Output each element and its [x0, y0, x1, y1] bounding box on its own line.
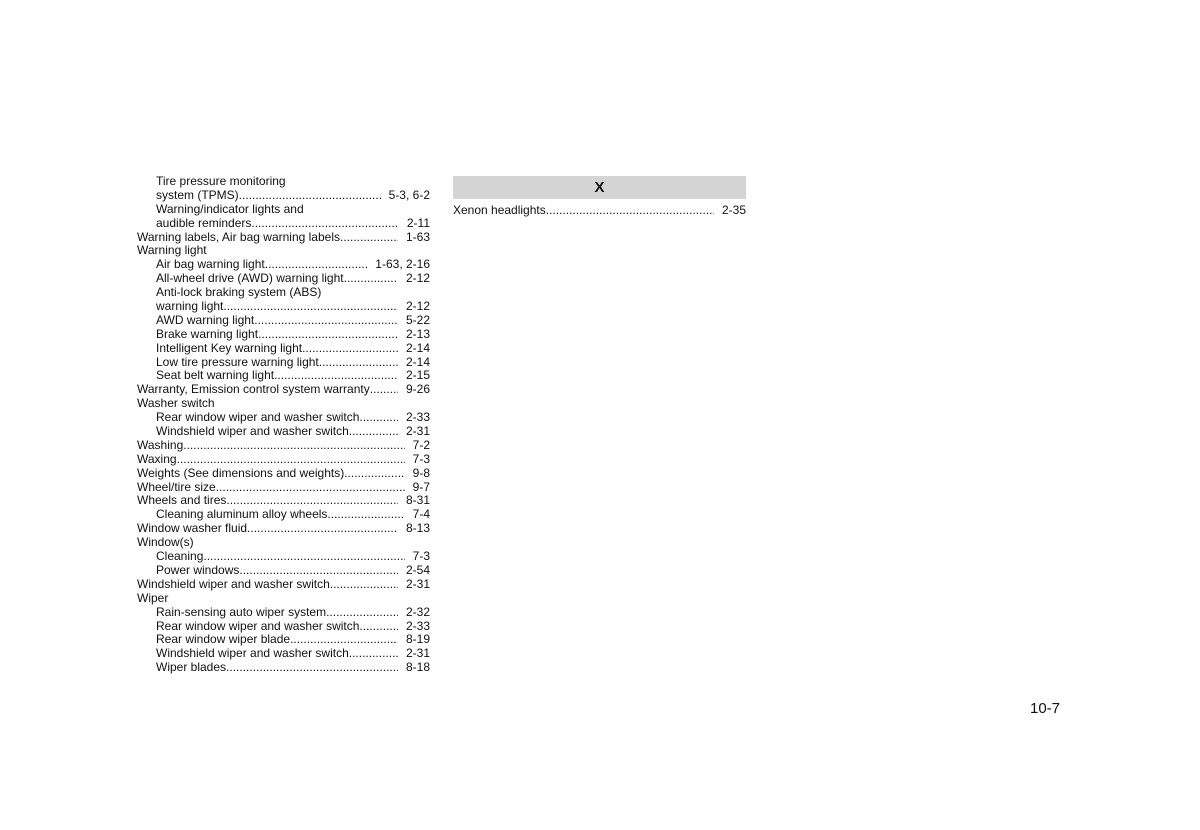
index-entry-term: Windshield wiper and washer switch	[137, 576, 330, 591]
index-entry	[137, 508, 430, 522]
index-entry-page: 2-12	[405, 271, 430, 286]
index-entry	[137, 453, 430, 467]
dot-leader	[258, 328, 398, 342]
index-entry	[137, 425, 430, 439]
index-entry-term: Cleaning aluminum alloy wheels	[156, 507, 328, 522]
index-entry	[137, 467, 430, 481]
index-entry-term: Window washer fluid	[137, 521, 248, 536]
index-entry	[137, 481, 430, 495]
index-entry	[137, 369, 430, 383]
index-entry	[137, 397, 430, 411]
index-entry-page: 2-14	[405, 354, 430, 369]
index-entry-term: Wheels and tires	[137, 493, 227, 508]
index-column-right	[453, 176, 746, 218]
index-entry-page: 9-8	[412, 465, 430, 480]
index-entry	[137, 328, 430, 342]
index-entry	[137, 286, 430, 300]
dot-leader	[359, 620, 398, 634]
index-entry-term: Seat belt warning light	[156, 368, 275, 383]
index-entry-term: Rear window wiper blade	[156, 632, 291, 647]
index-entry-term: Warranty, Emission control system warranty	[137, 382, 370, 397]
index-entry-page: 2-31	[405, 646, 430, 661]
index-entry-term: Cleaning	[156, 549, 204, 564]
dot-leader	[251, 217, 398, 231]
index-entry-term: Warning light	[137, 243, 207, 258]
index-entry	[137, 342, 430, 356]
index-entry	[137, 633, 430, 647]
index-entry-term: system (TPMS)	[156, 187, 239, 202]
index-entry-page: 2-13	[405, 326, 430, 341]
index-column-left	[137, 175, 430, 675]
index-entry-page: 1-63	[405, 229, 430, 244]
dot-leader	[247, 522, 398, 536]
dot-leader	[349, 647, 398, 661]
index-entry-term: Washing	[137, 437, 184, 452]
index-entry	[137, 620, 430, 634]
index-entry-page: 7-3	[412, 451, 430, 466]
index-entry	[137, 578, 430, 592]
index-entry-page: 7-4	[412, 507, 430, 522]
index-entry-page: 7-2	[412, 437, 430, 452]
index-entry	[137, 550, 430, 564]
dot-leader	[340, 231, 398, 245]
index-entry	[137, 189, 430, 203]
index-entry-page: 9-7	[412, 479, 430, 494]
index-entry	[137, 439, 430, 453]
index-entry-term: Anti-lock braking system (ABS)	[156, 285, 322, 300]
index-entry-term: Wiper blades	[156, 660, 227, 675]
index-entry	[137, 536, 430, 550]
index-entry	[137, 661, 430, 675]
dot-leader	[274, 369, 398, 383]
index-entry-term: Washer switch	[137, 396, 215, 411]
index-entry	[137, 231, 430, 245]
dot-leader	[349, 425, 398, 439]
index-entry-page: 2-32	[405, 604, 430, 619]
index-entry-page: 2-31	[405, 424, 430, 439]
index-entry-page: 2-31	[405, 576, 430, 591]
index-entry	[137, 356, 430, 370]
dot-leader	[223, 300, 398, 314]
index-entry-term: Intelligent Key warning light	[156, 340, 303, 355]
index-entry-term: Brake warning light	[156, 326, 259, 341]
dot-leader	[344, 467, 404, 481]
index-entry-page: 2-12	[405, 299, 430, 314]
index-entry-page: 2-35	[721, 203, 746, 217]
index-entry-term: Power windows	[156, 562, 240, 577]
dot-leader	[330, 578, 398, 592]
index-entry-term: Wheel/tire size	[137, 479, 216, 494]
index-entry	[137, 244, 430, 258]
index-entry-term: All-wheel drive (AWD) warning light	[156, 271, 344, 286]
index-entry-term: Rear window wiper and washer switch	[156, 618, 360, 633]
dot-leader	[546, 204, 714, 218]
index-entry	[137, 592, 430, 606]
index-entry-page: 8-19	[405, 632, 430, 647]
index-entry-page: 8-13	[405, 521, 430, 536]
index-entry-term: Weights (See dimensions and weights)	[137, 465, 345, 480]
index-entry-term: Rear window wiper and washer switch	[156, 410, 360, 425]
index-entry	[137, 411, 430, 425]
index-entry	[137, 217, 430, 231]
index-entry-term: Low tire pressure warning light	[156, 354, 319, 369]
index-entry-page: 2-14	[405, 340, 430, 355]
page-number: 10-7	[1030, 700, 1061, 717]
dot-leader	[216, 481, 405, 495]
index-entry-page: 9-26	[405, 382, 430, 397]
index-entry-page: 2-54	[405, 562, 430, 577]
dot-leader	[319, 356, 398, 370]
section-header-x: X	[453, 176, 746, 199]
dot-leader	[226, 494, 398, 508]
index-entry-page: 5-22	[405, 312, 430, 327]
index-entry-term: Xenon headlights	[453, 203, 546, 217]
index-entry-page: 2-33	[405, 410, 430, 425]
index-entry	[137, 383, 430, 397]
index-entry	[137, 494, 430, 508]
index-entry-term: Air bag warning light	[156, 257, 265, 272]
dot-leader	[290, 633, 398, 647]
dot-leader	[177, 453, 405, 467]
dot-leader	[302, 342, 398, 356]
dot-leader	[254, 314, 398, 328]
index-entry-term: audible reminders	[156, 215, 252, 230]
index-entry-page: 2-11	[406, 215, 430, 230]
dot-leader	[326, 606, 398, 620]
index-entry-term: Waxing	[137, 451, 177, 466]
index-entry-term: Wiper	[137, 590, 169, 605]
index-entry-term: AWD warning light	[156, 312, 255, 327]
index-entry	[137, 175, 430, 189]
index-entry	[137, 522, 430, 536]
dot-leader	[239, 564, 398, 578]
dot-leader	[183, 439, 404, 453]
index-entry	[137, 564, 430, 578]
index-entry-page: 7-3	[412, 549, 430, 564]
dot-leader	[239, 189, 381, 203]
index-entry	[137, 300, 430, 314]
index-entry-term: warning light	[156, 299, 224, 314]
index-entry-term: Window(s)	[137, 535, 194, 550]
index-entry-term: Windshield wiper and washer switch	[156, 646, 349, 661]
index-entry-page: 2-33	[405, 618, 430, 633]
dot-leader	[327, 508, 404, 522]
index-entry-term: Warning/indicator lights and	[156, 201, 304, 216]
dot-leader	[265, 258, 368, 272]
index-entry-page: 8-18	[405, 660, 430, 675]
index-entry	[137, 258, 430, 272]
index-entry	[137, 606, 430, 620]
index-entry-term: Warning labels, Air bag warning labels	[137, 229, 340, 244]
dot-leader	[344, 272, 398, 286]
index-entry-page: 2-15	[405, 368, 430, 383]
index-entry	[137, 314, 430, 328]
index-entry-term: Windshield wiper and washer switch	[156, 424, 349, 439]
dot-leader	[226, 661, 398, 675]
index-entry	[137, 272, 430, 286]
dot-leader	[359, 411, 398, 425]
index-entry-page: 8-31	[405, 493, 430, 508]
index-entry-term: Tire pressure monitoring	[156, 174, 286, 188]
section-x-entries	[453, 204, 746, 218]
index-entry	[453, 204, 746, 218]
index-entry	[137, 203, 430, 217]
index-entry	[137, 647, 430, 661]
dot-leader	[370, 383, 398, 397]
index-entry-term: Rain-sensing auto wiper system	[156, 604, 327, 619]
index-entry-page: 5-3, 6-2	[388, 187, 430, 202]
dot-leader	[203, 550, 404, 564]
index-entry-page: 1-63, 2-16	[375, 257, 430, 272]
